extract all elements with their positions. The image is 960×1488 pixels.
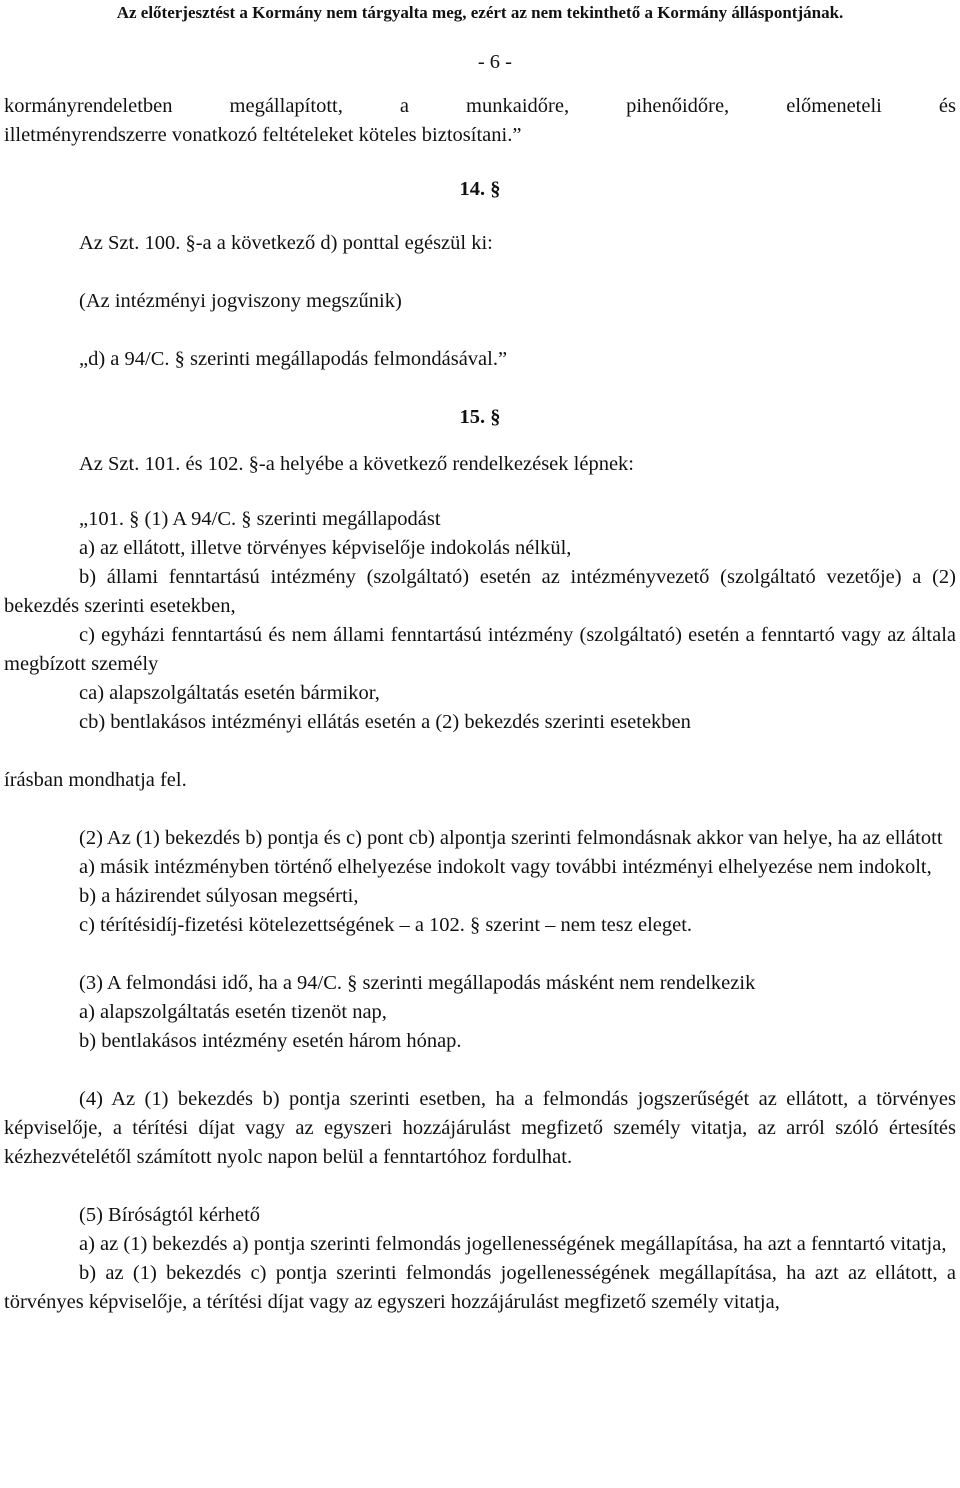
intro-line-2: illetményrendszerre vonatkozó feltételeket köteles biztosítani.” (4, 124, 522, 146)
paragraph-101-ca: ca) alapszolgáltatás esetén bármikor, (79, 682, 380, 704)
paragraph-2-b: b) a házirendet súlyosan megsérti, (79, 885, 359, 907)
paragraph-3-a: a) alapszolgáltatás esetén tizenöt nap, (79, 1001, 387, 1023)
paragraph-101-c: c) egyházi fenntartású és nem állami fenntartású intézmény (szolgáltató) esetén a fenntartó vagy az általa megbízott személy (4, 624, 956, 675)
section-15-title: 15. § (459, 406, 501, 428)
paragraph-101-head: „101. § (1) A 94/C. § szerinti megállapodást (79, 508, 441, 530)
paragraph-3-head: (3) A felmondási idő, ha a 94/C. § szerinti megállapodás másként nem rendelkezik (79, 972, 756, 994)
paragraph-3-b: b) bentlakásos intézmény esetén három hónap. (79, 1030, 462, 1052)
paragraph-2-c: c) térítésidíj-fizetési kötelezettségének – a 102. § szerint – nem tesz eleget. (79, 914, 693, 936)
intro-line-1: kormányrendeletben megállapított, a munkaidőre, pihenőidőre, előmeneteli és (4, 95, 956, 117)
paragraph-2-a: a) másik intézményben történő elhelyezése indokolt vagy további intézményi elhelyezése nem indokolt, (79, 856, 932, 878)
paragraph-101-end: írásban mondhatja fel. (4, 769, 187, 791)
section-15-line-1: Az Szt. 101. és 102. §-a helyébe a következő rendelkezések lépnek: (79, 453, 634, 475)
section-14-line-3: „d) a 94/C. § szerinti megállapodás felmondásával.” (79, 348, 508, 370)
page-number: - 6 - (477, 51, 512, 73)
paragraph-101-b: b) állami fenntartású intézmény (szolgáltató) esetén az intézményvezető (szolgáltató vezetője) a (2) bekezdés szerinti esetekben, (4, 566, 956, 617)
section-14-line-1: Az Szt. 100. §-a a következő d) ponttal egészül ki: (79, 232, 493, 254)
page-header-notice: Az előterjesztést a Kormány nem tárgyalta meg, ezért az nem tekinthető a Kormány álláspontjának. (116, 3, 844, 22)
paragraph-101-a: a) az ellátott, illetve törvényes képviselője indokolás nélkül, (79, 537, 572, 559)
section-14-title: 14. § (459, 178, 501, 200)
section-14-line-2: (Az intézményi jogviszony megszűnik) (79, 290, 402, 312)
paragraph-5-a: a) az (1) bekezdés a) pontja szerinti felmondás jogellenességének megállapítása, ha azt a fenntartó vitatja, (79, 1233, 947, 1255)
paragraph-2-head: (2) Az (1) bekezdés b) pontja és c) pont cb) alpontja szerinti felmondásnak akkor van helye, ha az ellátott (79, 827, 943, 849)
paragraph-5-b: b) az (1) bekezdés c) pontja szerinti felmondás jogellenességének megállapítása, ha azt az ellátott, a törvényes képviselője, a térítési díjat vagy az egyszeri hozzájárulást megfizető személy vitatja, (4, 1262, 956, 1313)
paragraph-101-cb: cb) bentlakásos intézményi ellátás esetén a (2) bekezdés szerinti esetekben (79, 711, 691, 733)
paragraph-4: (4) Az (1) bekezdés b) pontja szerinti esetben, ha a felmondás jogszerűségét az ellátott, a törvényes képviselője, a térítési díjat vagy az egyszeri hozzájárulást megfizető személy vitatja, az arról szóló értesítés kézhezvételétől számított nyolc napon belül a fenntartóhoz fordulhat. (4, 1088, 956, 1168)
paragraph-5-head: (5) Bíróságtól kérhető (79, 1204, 261, 1226)
